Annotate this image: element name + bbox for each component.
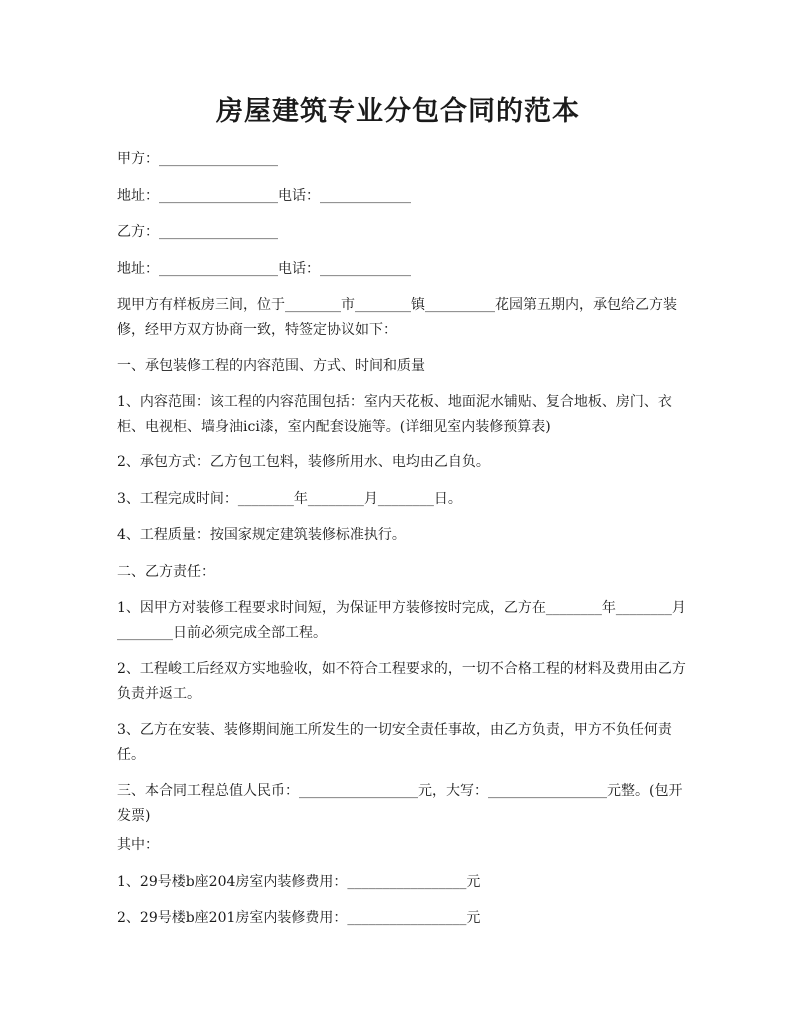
party-b-line: 乙方：_________________ <box>117 224 278 240</box>
clause-method: 2、承包方式：乙方包工包料，装修所用水、电均由乙自负。 <box>117 454 490 470</box>
party-a-line: 甲方：_________________ <box>117 151 278 167</box>
clause-safety: 3、乙方在安装、装修期间施工所发生的一切安全责任事故，由乙方负责，甲方不负任何责任。 <box>117 722 672 763</box>
section-three-total: 三、本合同工程总值人民币：_________________元，大写：_________________元整。(包开发票) <box>117 783 683 824</box>
party-a-address-line: 地址：_________________电话：_____________ <box>117 188 411 204</box>
party-b-address-line: 地址：_________________电话：_____________ <box>117 261 411 277</box>
section-two-heading: 二、乙方责任： <box>117 564 215 580</box>
clause-scope: 1、内容范围：该工程的内容范围包括：室内天花板、地面泥水铺贴、复合地板、房门、衣柜、电视柜、墙身油ici漆，室内配套设施等。(详细见室内装修预算表) <box>117 394 672 435</box>
intro-paragraph: 现甲方有样板房三间，位于________市________镇__________花园第五期内，承包给乙方装修，经甲方双方协商一致，特签定协议如下： <box>117 297 677 338</box>
clause-deadline: 1、因甲方对装修工程要求时间短，为保证甲方装修按时完成，乙方在________年________月________日前必须完成全部工程。 <box>117 600 686 641</box>
section-one-heading: 一、承包装修工程的内容范围、方式、时间和质量 <box>117 358 425 374</box>
clause-quality: 4、工程质量：按国家规定建筑装修标准执行。 <box>117 527 406 543</box>
breakdown-heading: 其中： <box>117 837 159 853</box>
document-title: 房屋建筑专业分包合同的范本 <box>216 96 580 127</box>
clause-completion-time: 3、工程完成时间：________年________月________日。 <box>117 491 462 507</box>
breakdown-item-201: 2、29号楼b座201房室内装修费用：_________________元 <box>117 910 481 926</box>
breakdown-item-204: 1、29号楼b座204房室内装修费用：_________________元 <box>117 874 481 890</box>
clause-acceptance: 2、工程峻工后经双方实地验收，如不符合工程要求的，一切不合格工程的材料及费用由乙方负责并返工。 <box>117 661 686 702</box>
